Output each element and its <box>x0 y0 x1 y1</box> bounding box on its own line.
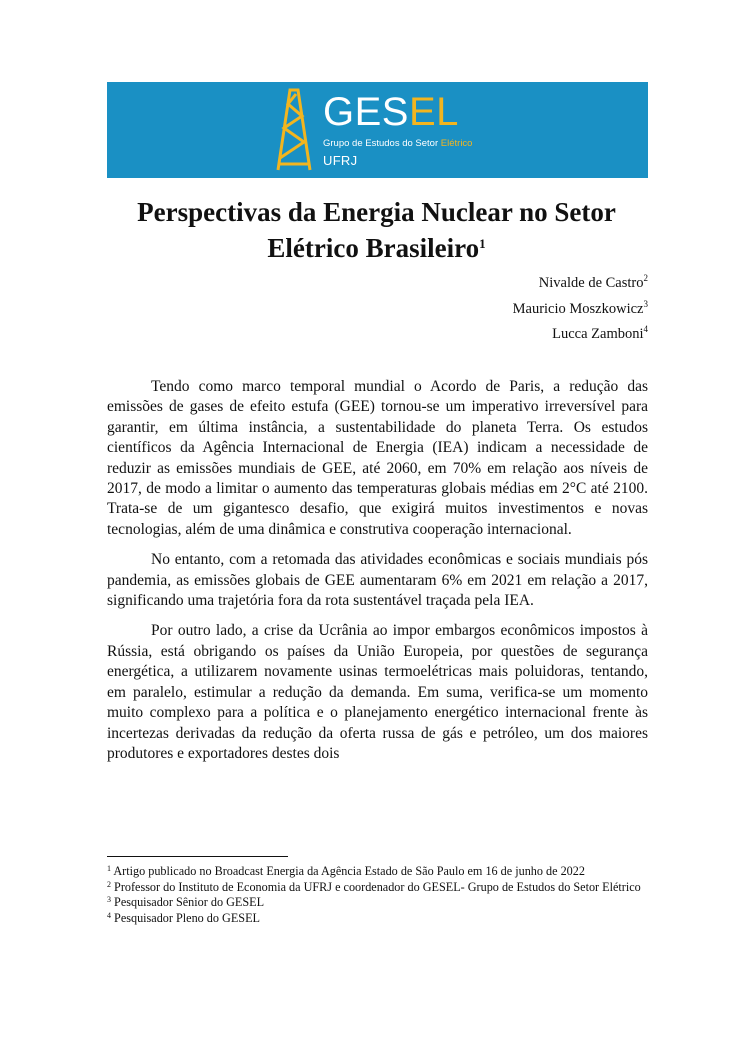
brand-block <box>323 92 472 168</box>
footnote-divider <box>107 856 288 857</box>
title-line-1: Perspectivas da Energia Nuclear no Setor <box>137 197 616 227</box>
transmission-tower-icon <box>274 88 314 172</box>
brand-logo-text: GESEL <box>323 90 459 134</box>
title-footnote-mark: 1 <box>479 236 486 251</box>
author-name: Nivalde de Castro$^2$ <box>538 273 648 291</box>
university-label: UFRJ <box>323 153 358 168</box>
author-name: Lucca Zamboni$^4$ <box>552 324 648 342</box>
article-body <box>107 377 648 774</box>
author-list <box>512 273 648 353</box>
brand-subtitle: Grupo de Estudos do Setor Elétrico <box>323 138 473 149</box>
document-title <box>90 194 663 266</box>
footnote: $^4$ Pesquisador Pleno do GESEL <box>107 910 260 925</box>
author-name: Mauricio Moszkowicz$^3$ <box>512 298 648 317</box>
paragraph: No entanto, com a retomada das atividades econômicas e sociais mundiais pós pandemia, as emissões globais de GEE aumentaram 6% em 2021 em relação a 2017, significando uma trajetória fora da rota sustentável traçada pela IEA. <box>107 551 648 610</box>
footnotes <box>107 864 648 926</box>
footnote: $^3$ Pesquisador Sênior do GESEL <box>107 895 265 910</box>
footnote: $^1$ Artigo publicado no Broadcast Energia da Agência Estado de São Paulo em 16 de junho de 2022 <box>107 864 585 878</box>
header-banner <box>107 82 648 178</box>
title-line-2: Elétrico Brasileiro <box>267 233 480 263</box>
footnote: $^2$ Professor do Instituto de Economia da UFRJ e coordenador do GESEL- Grupo de Estudos do Setor Elétrico <box>107 879 641 894</box>
paragraph: Por outro lado, a crise da Ucrânia ao impor embargos econômicos impostos à Rússia, está obrigando os países da União Europeia, por questões de segurança energética, a utilizarem novamente usinas termoelétricas mais poluidoras, tentando, em paralelo, estimular a redução da demanda. Em suma, verifica-se um momento muito complexo para a política e o planejamento energético internacional frente às incertezas derivadas da redução da oferta russa de gás e petróleo, um dos maiores produtores e exportadores destes dois <box>107 622 648 762</box>
paragraph: Tendo como marco temporal mundial o Acordo de Paris, a redução das emissões de gases de efeito estufa (GEE) tornou-se um imperativo irreversível para garantir, em última instância, a sustentabilidade do planeta Terra. Os estudos científicos da Agência Internacional de Energia (IEA) indicam a necessidade de reduzir as emissões mundiais de GEE, até 2060, em 70% em relação aos níveis de 2017, de modo a limitar o aumento das temperaturas globais médias em 2°C até 2100. Trata-se de um gigantesco desafio, que exigirá muitos investimentos e novas tecnologias, além de uma dinâmica e construtiva cooperação internacional. <box>107 378 648 538</box>
